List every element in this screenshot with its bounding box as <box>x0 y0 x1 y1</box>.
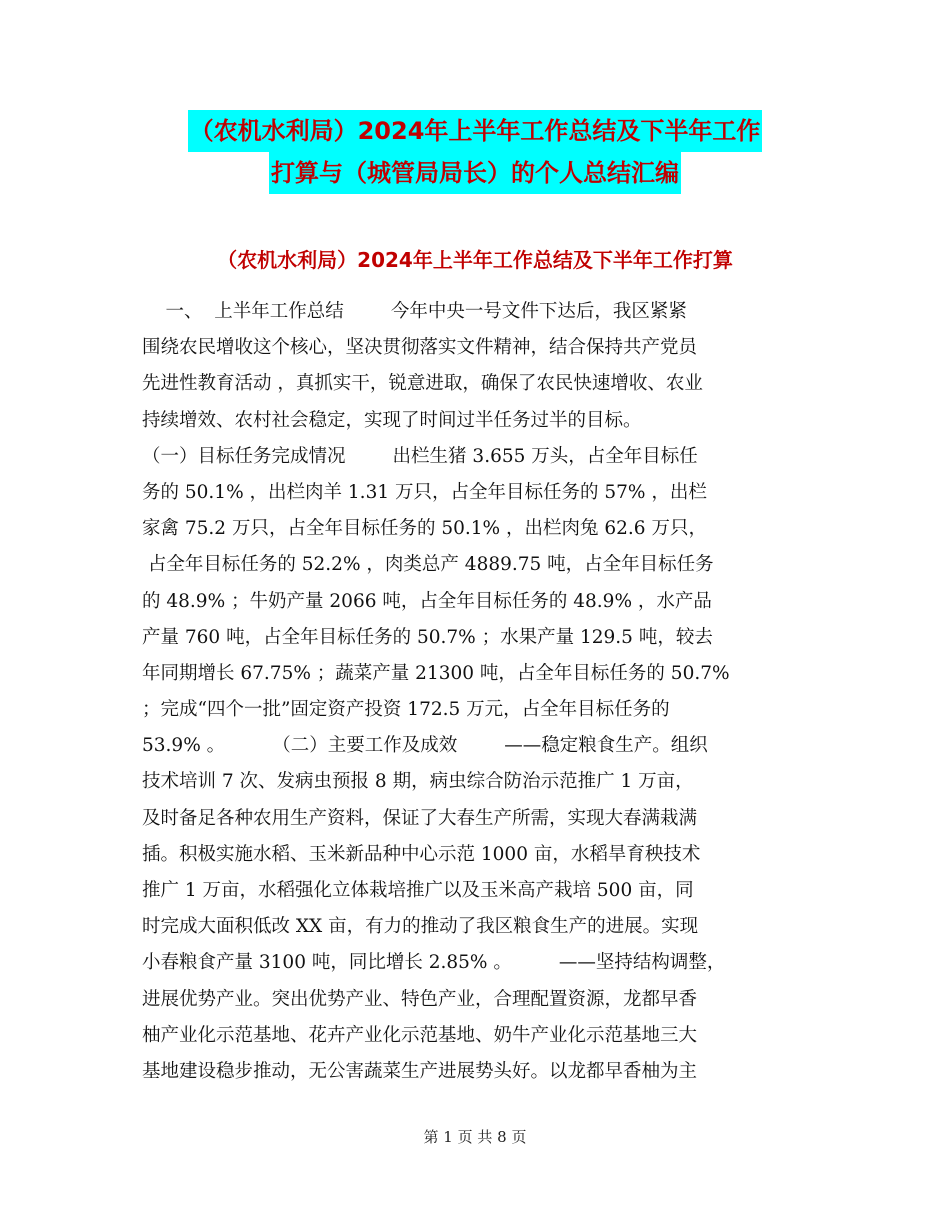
body-line: 的 48.9% ；牛奶产量 2066 吨，占全年目标任务的 48.9% ，水产品 <box>142 590 712 612</box>
body-line: 年同期增长 67.75% ；蔬菜产量 21300 吨，占全年目标任务的 50.7% <box>142 662 730 684</box>
section-heading: （农机水利局）2024年上半年工作总结及下半年工作打算 <box>217 248 733 272</box>
body-line: 一、 上半年工作总结 今年中央一号文件下达后，我区紧紧 <box>142 301 687 322</box>
body-line: 柚产业化示范基地、花卉产业化示范基地、奶牛产业化示范基地三大 <box>142 1024 698 1046</box>
body-line: 小春粮食产量 3100 吨，同比增长 2.85% 。 ——坚持结构调整， <box>142 952 726 974</box>
body-line: 家禽 75.2 万只，占全年目标任务的 50.1% ，出栏肉兔 62.6 万只， <box>142 518 707 540</box>
body-text <box>142 294 810 1090</box>
body-line: 先进性教育活动 ，真抓实干，锐意进取，确保了农民快速增收、农业 <box>142 373 703 395</box>
body-line: 进展优势产业。突出优势产业、特色产业，合理配置资源，龙都早香 <box>142 988 698 1010</box>
body-line: （一）目标任务完成情况 出栏生猪 3.655 万头，占全年目标任 <box>142 445 698 467</box>
document-title <box>0 110 950 194</box>
body-line: 及时备足各种农用生产资料，保证了大春生产所需，实现大春满栽满 <box>142 807 698 829</box>
body-line: 务的 50.1% ，出栏肉羊 1.31 万只，占全年目标任务的 57% ，出栏 <box>142 481 707 503</box>
body-line: ；完成“四个一批”固定资产投资 172.5 万元，占全年目标任务的 <box>142 699 670 721</box>
body-line: 占全年目标任务的 52.2% ，肉类总产 4889.75 吨，占全年目标任务 <box>142 554 714 576</box>
body-line: 推广 1 万亩，水稻强化立体栽培推广以及玉米高产栽培 500 亩，同 <box>142 880 694 901</box>
body-line: 时完成大面积低改 XX 亩，有力的推动了我区粮食生产的进展。实现 <box>142 916 699 938</box>
body-line: 持续增效、农村社会稳定，实现了时间过半任务过半的目标。 <box>142 409 642 431</box>
page-number: 第 1 页 共 8 页 <box>423 1128 527 1146</box>
body-line: 技术培训 7 次、发病虫预报 8 期，病虫综合防治示范推广 1 万亩， <box>142 771 694 793</box>
body-line: 53.9% 。 （二）主要工作及成效 ——稳定粮食生产。组织 <box>142 735 708 757</box>
body-line: 产量 760 吨，占全年目标任务的 50.7% ；水果产量 129.5 吨，较去 <box>142 626 713 648</box>
body-line: 插。积极实施水稻、玉米新品种中心示范 1000 亩，水稻旱育秧技术 <box>142 843 701 865</box>
body-line: 基地建设稳步推动，无公害蔬菜生产进展势头好。以龙都早香柚为主 <box>142 1060 698 1082</box>
body-line: 围绕农民增收这个核心，坚决贯彻落实文件精神，结合保持共产党员 <box>142 337 698 359</box>
title-line-1: （农机水利局）2024年上半年工作总结及下半年工作 <box>188 110 763 152</box>
title-line-2: 打算与（城管局局长）的个人总结汇编 <box>269 152 681 194</box>
